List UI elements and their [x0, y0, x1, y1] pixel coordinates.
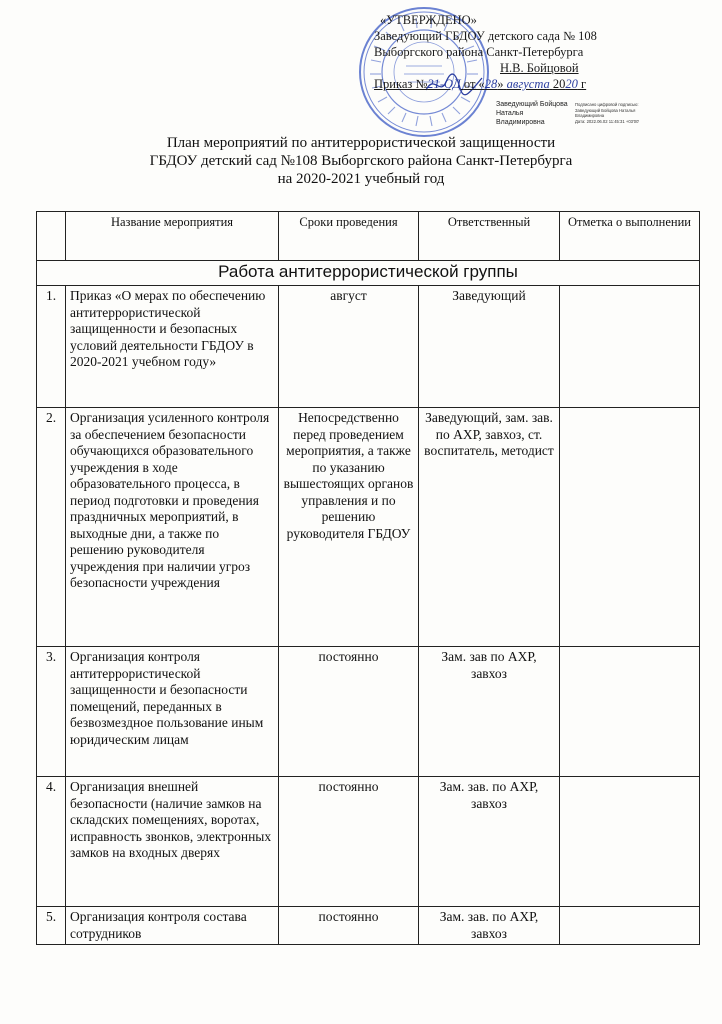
document-title: [0, 134, 722, 188]
signature-position: Заведующий Бойцова: [496, 101, 568, 108]
approval-title: «УТВЕРЖДЕНО»: [380, 13, 477, 27]
row-num: 5.: [37, 907, 66, 945]
table-row: [37, 647, 700, 777]
table-row: [37, 286, 700, 408]
order-label: Приказ №: [374, 77, 428, 91]
table-row: [37, 408, 700, 647]
approval-line-1: Заведующий ГБДОУ детского сада № 108: [374, 29, 597, 43]
title-line-2: ГБДОУ детский сад №108 Выборгского района Санкт-Петербурга: [149, 153, 573, 169]
approval-line-2: Выборгского района Санкт-Петербурга: [374, 45, 584, 59]
row-responsible: Зам. зав. по АХР, завхоз: [419, 907, 560, 945]
section-row: [37, 261, 700, 286]
row-responsible: Зам. зав. по АХР, завхоз: [419, 777, 560, 907]
row-dates: постоянно: [279, 907, 419, 945]
approval-block: [374, 12, 674, 92]
row-name: Организация контроля состава сотрудников: [66, 907, 279, 945]
row-mark: [560, 777, 700, 907]
order-year-prefix: 20: [552, 77, 566, 91]
order-number: 21-ОД: [427, 77, 461, 91]
approval-order-line: [374, 76, 674, 92]
row-num: 2.: [37, 408, 66, 647]
table-row: [37, 777, 700, 907]
order-date-prefix: от «: [463, 77, 485, 91]
header-dates: Сроки проведения: [279, 212, 419, 261]
row-name: Приказ «О мерах по обеспечению антитеррористической защищенности и безопасных условий деятельности ГБДОУ в 2020-2021 учебном году»: [66, 286, 279, 408]
digital-signature-name: [496, 100, 576, 127]
section-title: Работа антитеррористической группы: [37, 261, 700, 286]
row-mark: [560, 286, 700, 408]
signature-details-3: Владимировна: [575, 113, 605, 119]
title-line-1: План мероприятий по антитеррористической защищенности: [166, 135, 556, 151]
plan-table: [36, 211, 700, 945]
header-mark: Отметка о выполнении: [560, 212, 700, 261]
order-year: 20: [565, 77, 578, 91]
table-header-row: [37, 212, 700, 261]
row-name: Организация внешней безопасности (наличие замков на складских помещениях, воротах, исправность звонков, электронных замков на входных дверях: [66, 777, 279, 907]
row-name: Организация усиленного контроля за обеспечением безопасности обучающихся образовательного учреждения в ходе образовательного процесса, в период подготовки и проведения праздничных мероприятий, в выходные дни, а также по решению руководителя учреждения при наличии угроз безопасности учреждения: [66, 408, 279, 647]
row-mark: [560, 647, 700, 777]
signature-details-4: Дата: 2022.06.02 11:45:31 +03'00': [575, 118, 640, 124]
row-num: 1.: [37, 286, 66, 408]
row-dates: постоянно: [279, 647, 419, 777]
order-month: августа: [506, 77, 550, 91]
order-date-mid: »: [497, 77, 504, 91]
table-row: [37, 907, 700, 945]
header-num: [37, 212, 66, 261]
row-responsible: Заведующий: [419, 286, 560, 408]
digital-signature-details: [575, 102, 655, 124]
header-name: Название мероприятия: [66, 212, 279, 261]
order-day: 28: [484, 77, 498, 91]
row-dates: Непосредственно перед проведением мероприятия, а также по указанию вышестоящих органов управления и по решению руководителя ГБДОУ: [279, 408, 419, 647]
signature-details-2: Заведующий Бойцова Наталья: [575, 107, 636, 113]
header-responsible: Ответственный: [419, 212, 560, 261]
row-responsible: Заведующий, зам. зав. по АХР, завхоз, ст. воспитатель, методист: [419, 408, 560, 647]
approval-signer: Н.В. Бойцовой: [500, 61, 579, 75]
signature-details-1: Подписано цифровой подписью:: [575, 102, 639, 107]
row-dates: август: [279, 286, 419, 408]
row-dates: постоянно: [279, 777, 419, 907]
row-responsible: Зам. зав по АХР, завхоз: [419, 647, 560, 777]
signature-patronymic: Владимировна: [496, 119, 545, 126]
order-year-suffix: г: [581, 77, 587, 91]
row-name: Организация контроля антитеррористической защищенности и безопасности помещений, переданных в безвозмездное пользование иным юридическим лицам: [66, 647, 279, 777]
row-num: 3.: [37, 647, 66, 777]
row-num: 4.: [37, 777, 66, 907]
signature-first-name: Наталья: [496, 110, 524, 117]
row-mark: [560, 408, 700, 647]
title-line-3: на 2020-2021 учебный год: [277, 171, 445, 187]
row-mark: [560, 907, 700, 945]
